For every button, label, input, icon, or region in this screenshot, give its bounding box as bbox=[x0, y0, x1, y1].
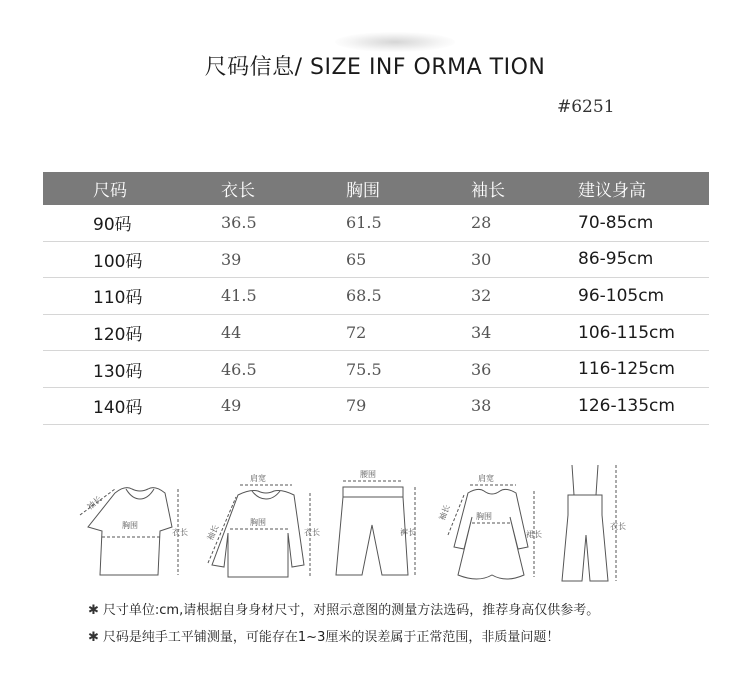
table-cell: 36 bbox=[471, 351, 578, 388]
table-cell: 110码 bbox=[43, 278, 221, 315]
asterisk-icon: ✱ bbox=[88, 630, 99, 645]
table-cell: 72 bbox=[346, 314, 471, 351]
table-cell: 90码 bbox=[43, 205, 221, 241]
table-cell: 130码 bbox=[43, 351, 221, 388]
table-cell: 39 bbox=[221, 241, 346, 278]
tshirt-length-label: 衣长 bbox=[172, 528, 188, 537]
table-row bbox=[43, 241, 709, 278]
brush-stroke-decoration bbox=[335, 32, 455, 52]
table-cell: 46.5 bbox=[221, 351, 346, 388]
sweater-diagram bbox=[208, 485, 310, 577]
pants-length-label: 裤长 bbox=[400, 528, 416, 537]
table-cell: 140码 bbox=[43, 387, 221, 424]
table-cell: 36.5 bbox=[221, 205, 346, 241]
overalls-diagram bbox=[562, 465, 616, 581]
pants-waist-label: 腰围 bbox=[360, 470, 376, 479]
dress-length-label: 裙长 bbox=[526, 530, 542, 539]
table-cell: 126-135cm bbox=[578, 387, 709, 424]
table-cell: 38 bbox=[471, 387, 578, 424]
table-cell: 116-125cm bbox=[578, 351, 709, 388]
table-header-row bbox=[43, 172, 709, 205]
table-row bbox=[43, 387, 709, 424]
note-line bbox=[88, 599, 599, 618]
overalls-length-label: 衣长 bbox=[610, 522, 626, 531]
table-cell: 41.5 bbox=[221, 278, 346, 315]
table-row bbox=[43, 205, 709, 241]
table-cell: 106-115cm bbox=[578, 314, 709, 351]
sweater-length-label: 衣长 bbox=[304, 528, 320, 537]
table-cell: 86-95cm bbox=[578, 241, 709, 278]
table-cell: 32 bbox=[471, 278, 578, 315]
table-cell: 30 bbox=[471, 241, 578, 278]
table-row bbox=[43, 314, 709, 351]
column-header: 袖长 bbox=[471, 181, 505, 201]
measurement-diagrams bbox=[60, 455, 700, 590]
page-title: 尺码信息/ SIZE INF ORMA TION bbox=[204, 55, 546, 80]
table-cell: 100码 bbox=[43, 241, 221, 278]
table-cell: 68.5 bbox=[346, 278, 471, 315]
table-cell: 79 bbox=[346, 387, 471, 424]
dress-sleeve-label: 袖长 bbox=[437, 503, 452, 522]
column-header: 尺码 bbox=[93, 181, 127, 201]
sweater-shoulder-label: 肩宽 bbox=[250, 474, 266, 483]
column-header: 衣长 bbox=[221, 181, 255, 201]
table-cell: 96-105cm bbox=[578, 278, 709, 315]
size-table bbox=[43, 172, 709, 425]
column-header: 建议身高 bbox=[578, 181, 646, 201]
table-cell: 44 bbox=[221, 314, 346, 351]
asterisk-icon: ✱ bbox=[88, 603, 99, 618]
product-code: #6251 bbox=[557, 97, 615, 117]
note-text: 尺码是纯手工平铺测量，可能存在1~3厘米的误差属于正常范围，非质量问题！ bbox=[102, 630, 560, 645]
table-cell: 120码 bbox=[43, 314, 221, 351]
table-cell: 28 bbox=[471, 205, 578, 241]
note-text: 尺寸单位:cm,请根据自身身材尺寸，对照示意图的测量方法选码，推荐身高仅供参考。 bbox=[102, 603, 600, 618]
dress-diagram bbox=[448, 485, 534, 579]
tshirt-sleeve-label: 袖长 bbox=[85, 494, 104, 512]
sweater-sleeve-label: 袖长 bbox=[205, 523, 221, 542]
table-row bbox=[43, 351, 709, 388]
table-cell: 65 bbox=[346, 241, 471, 278]
tshirt-chest-label: 胸围 bbox=[122, 521, 138, 530]
table-cell: 34 bbox=[471, 314, 578, 351]
table-row bbox=[43, 278, 709, 315]
table-cell: 61.5 bbox=[346, 205, 471, 241]
sweater-chest-label: 胸围 bbox=[250, 518, 266, 527]
column-header: 胸围 bbox=[346, 181, 380, 201]
note-line bbox=[88, 626, 559, 645]
dress-chest-label: 胸围 bbox=[476, 512, 492, 521]
table-cell: 49 bbox=[221, 387, 346, 424]
table-cell: 75.5 bbox=[346, 351, 471, 388]
dress-shoulder-label: 肩宽 bbox=[478, 474, 494, 483]
table-cell: 70-85cm bbox=[578, 205, 709, 241]
